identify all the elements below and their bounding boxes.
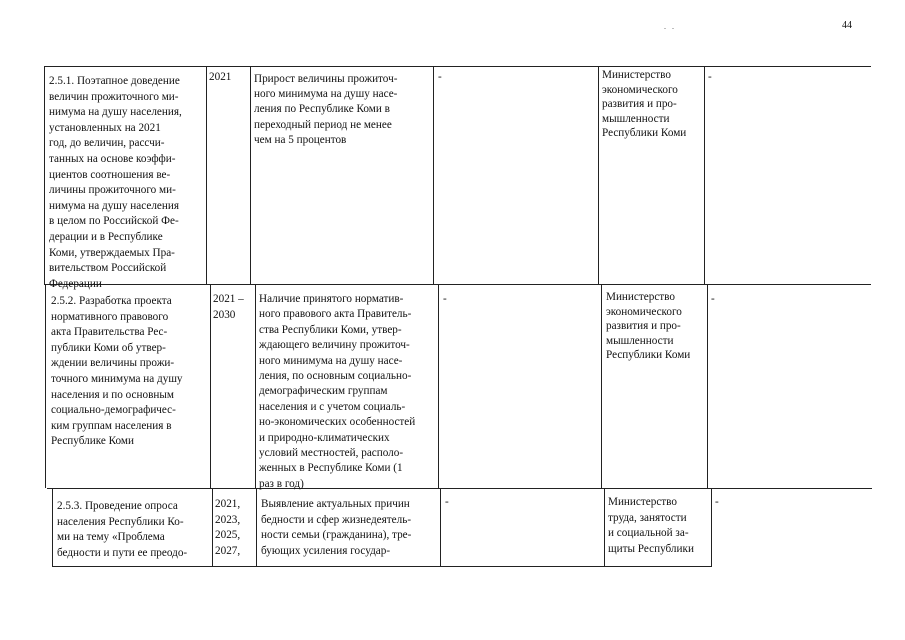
page-number: 44 [842, 20, 852, 31]
row2-term: 2021 – 2030 [213, 293, 244, 321]
row3-border-col3 [256, 488, 257, 566]
row1-executor: Министерство экономического развития и про- мышленности Республики Коми [602, 69, 687, 140]
row3-border-col5 [604, 488, 605, 566]
row3-border-col2 [212, 488, 213, 566]
row1-col6-dash: - [708, 71, 712, 83]
table-border-bottom [52, 566, 712, 567]
row1-measure: 2.5.1. Поэтапное доведение величин прожиточного ми- нимума на душу населения, установленных на 2021 год, до величин, рассчи- танных на основе коэффи- циентов соотношения ве- личины прожиточного ми- нимума на душу населения в целом по Российской Фе- дерации и в Республике Коми, утверждаемых Пра- вительством Российской Федерации [49, 75, 182, 290]
row1-border-col5 [598, 66, 599, 284]
row3-measure: 2.5.3. Проведение опроса населения Республики Ко- ми на тему «Проблема бедности и пути ее преодо- [57, 500, 188, 559]
row2-border-left [45, 284, 46, 488]
row2-border-col3 [255, 284, 256, 488]
row1-border-col4 [433, 66, 434, 284]
row1-term: 2021 [209, 71, 232, 83]
row2-col4-dash: - [443, 293, 447, 305]
row3-term: 2021, 2023, 2025, 2027, [215, 498, 241, 557]
row3-col6-dash: - [715, 496, 719, 508]
row1-border-col6 [704, 66, 705, 284]
row-divider-2 [47, 488, 872, 489]
row2-measure: 2.5.2. Разработка проекта нормативного правового акта Правительства Рес- публики Коми об утвер- ждении величины прожи- точного минимума на душу населения и по основным социально-демографичес- ким группам населения в Республике Коми [51, 295, 183, 448]
row2-border-col6 [707, 284, 708, 488]
row2-border-col2 [210, 284, 211, 488]
row3-result: Выявление актуальных причин бедности и сфер жизнедеятель- ности семьи (гражданина), тре- бующих усиления государ- [261, 498, 412, 557]
table-border-top [44, 66, 871, 67]
row3-border-left [52, 488, 53, 566]
row1-border-col2 [206, 66, 207, 284]
row1-border-left [44, 66, 45, 284]
row2-col6-dash: - [711, 293, 715, 305]
row2-border-col5 [601, 284, 602, 488]
row1-border-col3 [250, 66, 251, 284]
row2-executor: Министерство экономического развития и про- мышленности Республики Коми [606, 291, 691, 362]
row3-executor: Министерство труда, занятости и социальной за- щиты Республики [608, 496, 694, 555]
row3-col4-dash: - [445, 496, 449, 508]
scan-marks: . . [664, 22, 676, 31]
row2-result: Наличие принятого норматив- ного правового акта Правитель- ства Республики Коми, утвер- ждающего величину прожиточ- ного минимума на душу насе- ления, по основным социально- демографическим группам населения и с учетом социаль- но-экономических особенностей и природно-климатических условий местностей, располо- женных в Республике Коми (1 раз в год) [259, 293, 416, 490]
row1-result: Прирост величины прожиточ- ного минимума на душу насе- ления по Республике Коми в переходный период не менее чем на 5 процентов [254, 73, 398, 146]
row1-col4-dash: - [438, 71, 442, 83]
